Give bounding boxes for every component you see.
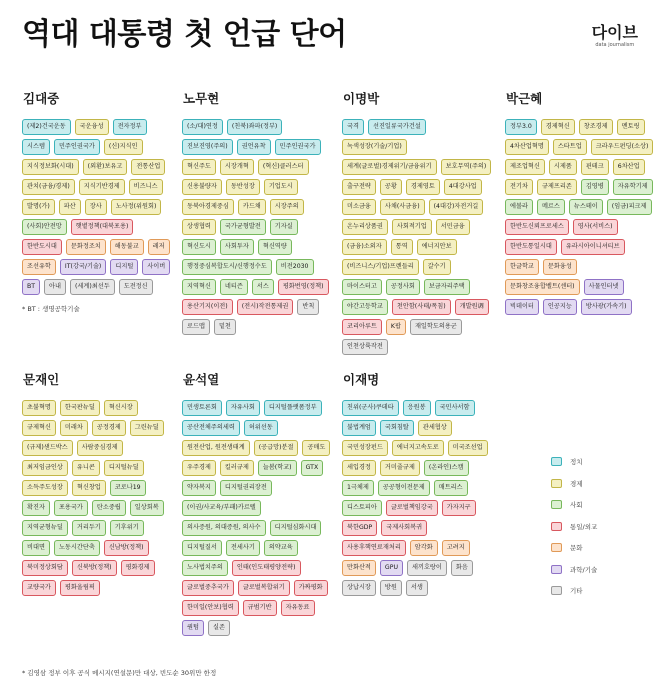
legend-label: 통일/외교 bbox=[570, 522, 598, 531]
word-chip: 출구전략 bbox=[342, 179, 376, 195]
word-chip: 비전2030 bbox=[276, 259, 314, 275]
word-chip: 민주인권국가 bbox=[275, 139, 321, 155]
word-chip: 화음 bbox=[451, 560, 473, 576]
legend-label: 문화 bbox=[570, 544, 583, 552]
word-chip: 통역 bbox=[391, 239, 413, 255]
page-title: 역대 대통령 첫 언급 단어 bbox=[22, 17, 347, 52]
word-chip: 고려지 bbox=[442, 540, 470, 556]
word-chip: 미래차 bbox=[60, 420, 88, 436]
word-chip: 사물인터넷 bbox=[584, 279, 624, 295]
word-chip: 지역균형뉴딜 bbox=[22, 520, 68, 536]
word-chip: 6차산업 bbox=[613, 159, 645, 175]
word-chip: 보호무역(주의) bbox=[441, 159, 492, 175]
word-chip: 평화번영(정책) bbox=[278, 279, 329, 295]
word-chip: 에너지고속도로 bbox=[392, 440, 444, 456]
word-chip: (신)지식인 bbox=[104, 139, 143, 155]
word-chip: 마이스터고 bbox=[342, 279, 382, 295]
word-chip: 우주경제 bbox=[182, 460, 216, 476]
word-chip: 영사(서비스) bbox=[573, 219, 618, 235]
word-chip: 방사광(가속기) bbox=[581, 299, 632, 315]
word-chip: 한국판뉴딜 bbox=[60, 400, 100, 416]
word-chip: 핀테크 bbox=[581, 159, 609, 175]
word-chip: 동반성장 bbox=[226, 179, 260, 195]
word-chip: 디지털 bbox=[110, 259, 138, 275]
president-name: 이명박 bbox=[343, 91, 380, 106]
president-name: 문재인 bbox=[23, 372, 60, 387]
word-chip: 한반도시대 bbox=[22, 239, 62, 255]
word-chip: 포용국가 bbox=[54, 500, 88, 516]
word-chip: 야간고등학교 bbox=[342, 299, 388, 315]
word-chip: 로드맵 bbox=[182, 319, 210, 335]
logo-text: 다이브 bbox=[591, 23, 638, 42]
word-chip: (온라인)스캠 bbox=[424, 460, 469, 476]
word-chips bbox=[182, 119, 332, 335]
word-chip: 국제사회복귀 bbox=[381, 520, 427, 536]
word-chip: 시장주의 bbox=[270, 199, 304, 215]
word-chip: 지식기반경제 bbox=[79, 179, 125, 195]
word-chip: 가짜평화 bbox=[294, 580, 328, 596]
word-chip: 인태(인도태평양전략) bbox=[232, 560, 301, 576]
word-chip: (소/대)연정 bbox=[182, 119, 223, 135]
word-chip: 인천상륙작전 bbox=[342, 339, 388, 355]
word-chip: 공정사회 bbox=[386, 279, 420, 295]
word-chip: 전통산업 bbox=[131, 159, 165, 175]
word-chip: 전자정부 bbox=[113, 119, 147, 135]
legend-item bbox=[551, 565, 597, 574]
word-chip: 선진일류국가건설 bbox=[368, 119, 426, 135]
word-chip: 코리아루트 bbox=[342, 319, 382, 335]
word-chip: 한반도신뢰프로세스 bbox=[505, 219, 569, 235]
word-chip: 원전산업, 원전생태계 bbox=[182, 440, 250, 456]
word-chip: 일상회복 bbox=[130, 500, 164, 516]
word-chip: 거미줄규제 bbox=[380, 460, 420, 476]
word-chip: 인공지능 bbox=[543, 299, 577, 315]
word-chip: 아내 bbox=[44, 279, 66, 295]
word-chip: 규범기반 bbox=[243, 600, 277, 616]
word-chip: (친북)좌파(정부) bbox=[227, 119, 283, 135]
word-chip: 노동시간단축 bbox=[54, 540, 100, 556]
word-chip: 평화올림픽 bbox=[60, 580, 100, 596]
legend-swatch bbox=[551, 500, 562, 509]
word-chip: 해동불교 bbox=[110, 239, 144, 255]
word-chip: 늘봄(학교) bbox=[258, 460, 297, 476]
word-chip: 국격 bbox=[342, 119, 364, 135]
word-chip: 초불혁명 bbox=[22, 400, 56, 416]
legend-item bbox=[551, 457, 597, 466]
word-chip: (4대강)자전거길 bbox=[429, 199, 484, 215]
word-chip: (비즈니스/기업)프렌들리 bbox=[342, 259, 419, 275]
word-chip: 미국조선업 bbox=[448, 440, 488, 456]
word-chip: 디지털뉴딜 bbox=[104, 460, 144, 476]
legend-item bbox=[551, 543, 597, 552]
word-chip: 가자지구 bbox=[442, 500, 476, 516]
word-chip: 기자실 bbox=[270, 219, 298, 235]
word-chip: 허위선동 bbox=[244, 420, 278, 436]
word-chip: 온누리상품권 bbox=[342, 219, 388, 235]
legend-swatch bbox=[551, 457, 562, 466]
word-chip: 한미일(안보)협력 bbox=[182, 600, 239, 616]
legend-item bbox=[551, 479, 597, 488]
legend-swatch bbox=[551, 543, 562, 552]
word-chip: 거리두기 bbox=[72, 520, 106, 536]
word-chip: 사채(사금융) bbox=[380, 199, 425, 215]
word-chip: 문화창조융합벨트(센터) bbox=[505, 279, 580, 295]
word-chip: 사용후핵연료재처리 bbox=[342, 540, 406, 556]
president-column-3 bbox=[505, 92, 655, 315]
word-chip: 국회침탈 bbox=[380, 420, 414, 436]
word-chip: 재일학도의용군 bbox=[410, 319, 462, 335]
word-chip: 실존 bbox=[208, 620, 230, 636]
word-chip: 멘토링 bbox=[617, 119, 645, 135]
president-column-5 bbox=[182, 373, 332, 636]
word-chip: 신북방(정책) bbox=[72, 560, 117, 576]
word-chip: 조선유학 bbox=[22, 259, 56, 275]
word-chip: 글로벌책임강국 bbox=[386, 500, 438, 516]
word-chip: BT bbox=[22, 279, 40, 295]
word-chip: 개발원调 bbox=[455, 299, 489, 315]
president-column-4 bbox=[22, 373, 172, 596]
word-chip: 세입경정 bbox=[342, 460, 376, 476]
word-chip: 권언유착 bbox=[237, 139, 271, 155]
word-chip: 세계(글로벌)경제위기/금융위기 bbox=[342, 159, 437, 175]
word-chip: 국운융성 bbox=[75, 119, 109, 135]
word-chip: (금융)소외자 bbox=[342, 239, 387, 255]
word-chip: 디지털권리장전 bbox=[220, 480, 272, 496]
word-chip: 자유학기제 bbox=[613, 179, 653, 195]
word-chip: 카드채 bbox=[238, 199, 266, 215]
word-chip: 문화융성 bbox=[543, 259, 577, 275]
word-chip: 소득주도성장 bbox=[22, 480, 68, 496]
word-chip: 응원봉 bbox=[403, 400, 431, 416]
word-chip: 밑천 bbox=[214, 319, 236, 335]
word-chip: 혁신시장 bbox=[104, 400, 138, 416]
president-name: 김대중 bbox=[23, 91, 60, 106]
word-chip: 서민금융 bbox=[436, 219, 470, 235]
word-chip: GPU bbox=[380, 560, 403, 576]
legend-label: 과학/기술 bbox=[570, 565, 598, 574]
logo-subtitle: data journalism bbox=[595, 42, 635, 48]
word-chip: 미소금융 bbox=[342, 199, 376, 215]
word-chip: 4대강사업 bbox=[444, 179, 482, 195]
word-chip: 빅데이터 bbox=[505, 299, 539, 315]
president-column-0 bbox=[22, 92, 172, 314]
word-chip: 경제혁신 bbox=[541, 119, 575, 135]
word-chip: 상납시장 bbox=[342, 580, 376, 596]
word-chip: 사이버 bbox=[142, 259, 170, 275]
word-chip: 에너지안보 bbox=[417, 239, 457, 255]
word-chip: 민생토론회 bbox=[182, 400, 222, 416]
legend-swatch bbox=[551, 522, 562, 531]
word-chip: (규제)샌드박스 bbox=[22, 440, 73, 456]
president-name: 윤석열 bbox=[183, 372, 220, 387]
word-chip: (외환)보유고 bbox=[83, 159, 128, 175]
word-chip: 반칙 bbox=[297, 299, 319, 315]
word-chip: (세계)최선두 bbox=[70, 279, 115, 295]
word-chip: 관치(금융/경제) bbox=[22, 179, 75, 195]
legend-item bbox=[551, 522, 597, 531]
word-chip: 보금자리주택 bbox=[424, 279, 470, 295]
word-chips bbox=[342, 119, 492, 355]
word-chip: (사회)안전망 bbox=[22, 219, 67, 235]
legend bbox=[551, 457, 597, 608]
word-chip: 천안함(사태/폭침) bbox=[392, 299, 451, 315]
word-chip: 국민성장펀드 bbox=[342, 440, 388, 456]
word-chip: 관세협상 bbox=[418, 420, 452, 436]
word-chip: 북미정상회담 bbox=[22, 560, 68, 576]
word-chip: 녹색성장(기술/기업) bbox=[342, 139, 407, 155]
word-chip: 1극체제 bbox=[342, 480, 374, 496]
president-column-1 bbox=[182, 92, 332, 335]
word-chip: 진보진영(주의) bbox=[182, 139, 233, 155]
word-chip: 방원 bbox=[380, 580, 402, 596]
word-chip: 시제품 bbox=[549, 159, 577, 175]
word-chips bbox=[182, 400, 332, 636]
word-chip: 최저임금인상 bbox=[22, 460, 68, 476]
word-chip: 발명(가) bbox=[22, 199, 55, 215]
word-chip: 기업도시 bbox=[264, 179, 298, 195]
word-chip: 시장개혁 bbox=[220, 159, 254, 175]
word-chip: 혁신도시 bbox=[182, 239, 216, 255]
word-chip: 노사정(위원회) bbox=[111, 199, 162, 215]
word-chip: 킬러규제 bbox=[220, 460, 254, 476]
word-chip: 의약교육 bbox=[264, 540, 298, 556]
word-chip: 한글학교 bbox=[505, 259, 539, 275]
word-chip: 파산 bbox=[59, 199, 81, 215]
word-chip: 혁신역량 bbox=[258, 239, 292, 255]
word-chip: 코로나19 bbox=[110, 480, 146, 496]
word-chip: 뉴스테이 bbox=[569, 199, 603, 215]
word-chip: 신용불량자 bbox=[182, 179, 222, 195]
word-chip: 규제프리존 bbox=[537, 179, 577, 195]
president-name: 박근혜 bbox=[506, 91, 543, 106]
word-chip: 국민사서함 bbox=[435, 400, 475, 416]
legend-label: 경제 bbox=[570, 479, 583, 488]
word-chip: 에볼라 bbox=[505, 199, 533, 215]
word-chip: 네티즌 bbox=[220, 279, 248, 295]
word-chip: 용산기지(이전) bbox=[182, 299, 233, 315]
word-chip: GTX bbox=[301, 460, 324, 476]
president-column-2 bbox=[342, 92, 492, 355]
word-chip: 평화경제 bbox=[121, 560, 155, 576]
legend-label: 사회 bbox=[570, 501, 583, 509]
word-chip: (공급망)분절 bbox=[254, 440, 299, 456]
president-column-6 bbox=[342, 373, 492, 596]
word-chip: 불법계엄 bbox=[342, 420, 376, 436]
word-chip: 행정중심복합도시/신행정수도 bbox=[182, 259, 272, 275]
word-chip: 문화정조치 bbox=[66, 239, 106, 255]
word-chips bbox=[22, 119, 172, 295]
legend-item bbox=[551, 586, 597, 595]
word-chip: 김영병 bbox=[581, 179, 609, 195]
president-name: 이재명 bbox=[343, 372, 380, 387]
word-chip: 자유사회 bbox=[226, 400, 260, 416]
word-chip: 글로벌복합위기 bbox=[238, 580, 290, 596]
word-chip: 유니콘 bbox=[72, 460, 100, 476]
word-chip: 지식정보화(시대) bbox=[22, 159, 79, 175]
footnote: * 김영삼 정부 이후 공식 메시지(연설문)만 대상, 빈도순 30위만 한정 bbox=[22, 669, 217, 677]
word-chip: (전시)작전통제권 bbox=[237, 299, 294, 315]
word-chip: IT(강국/기술) bbox=[60, 259, 106, 275]
word-chip: 4차산업혁명 bbox=[505, 139, 549, 155]
word-chip: 글로벌중추국가 bbox=[182, 580, 234, 596]
word-chip: 창조경제 bbox=[579, 119, 613, 135]
word-chips bbox=[342, 400, 492, 596]
word-chip: (혁신)클러스터 bbox=[258, 159, 309, 175]
word-chip: 약자복지 bbox=[182, 480, 216, 496]
word-chip: 사회적기업 bbox=[392, 219, 432, 235]
word-chip: 의사증원, 의대증원, 의사수 bbox=[182, 520, 266, 536]
word-chip: (제2)건국운동 bbox=[22, 119, 71, 135]
word-chip: 국가균형발전 bbox=[220, 219, 266, 235]
word-chip: 공산전체주의세력 bbox=[182, 420, 240, 436]
word-chip: 스타트업 bbox=[553, 139, 587, 155]
word-chip: (임금)피크제 bbox=[607, 199, 652, 215]
word-chip: 혁신주도 bbox=[182, 159, 216, 175]
legend-swatch bbox=[551, 586, 562, 595]
word-chip: 디지털심화시대 bbox=[270, 520, 322, 536]
word-chip: 디지털질서 bbox=[182, 540, 222, 556]
word-chip: 사회투자 bbox=[220, 239, 254, 255]
word-chip: 공황 bbox=[380, 179, 402, 195]
word-chip: 북한GDP bbox=[342, 520, 377, 536]
word-chip: 공매도 bbox=[302, 440, 330, 456]
word-chip: 암각화 bbox=[410, 540, 438, 556]
word-chip: 매트리스 bbox=[434, 480, 468, 496]
word-chip: 퀀텀 bbox=[182, 620, 204, 636]
logo bbox=[592, 24, 638, 49]
word-chip: 확진자 bbox=[22, 500, 50, 516]
word-chip: 서생 bbox=[406, 580, 428, 596]
word-chip: 자유동료 bbox=[281, 600, 315, 616]
word-chip: 메르스 bbox=[537, 199, 565, 215]
abbreviation-note: * BT : 생명공학기술 bbox=[22, 305, 80, 313]
word-chip: 공정경제 bbox=[92, 420, 126, 436]
word-chip: 탄소중립 bbox=[92, 500, 126, 516]
legend-item bbox=[551, 500, 597, 509]
word-chip: 노사법치주의 bbox=[182, 560, 228, 576]
word-chip: 교량국가 bbox=[22, 580, 56, 596]
word-chip: 사람중심경제 bbox=[77, 440, 123, 456]
word-chips bbox=[505, 119, 655, 315]
word-chip: 정부3.0 bbox=[505, 119, 537, 135]
word-chip: 장사 bbox=[85, 199, 107, 215]
word-chip: 비대면 bbox=[22, 540, 50, 556]
word-chip: 공공형이전문제 bbox=[378, 480, 430, 496]
word-chip: 만화산적 bbox=[342, 560, 376, 576]
word-chip: (이권/사교육/부패)카르텔 bbox=[182, 500, 261, 516]
word-chip: 서스 bbox=[252, 279, 274, 295]
word-chip: 전기차 bbox=[505, 179, 533, 195]
word-chip: 디지털플랫폼정부 bbox=[264, 400, 322, 416]
word-chip: 제조업혁신 bbox=[505, 159, 545, 175]
word-chip: 민주인권국가 bbox=[54, 139, 100, 155]
word-chip: 신남방(정책) bbox=[104, 540, 149, 556]
legend-swatch bbox=[551, 479, 562, 488]
legend-label: 기타 bbox=[570, 587, 583, 595]
word-chip: 상생협력 bbox=[182, 219, 216, 235]
president-name: 노무현 bbox=[183, 91, 220, 106]
word-chip: 전세사기 bbox=[226, 540, 260, 556]
word-chip: 새끼호랑이 bbox=[407, 560, 447, 576]
word-chip: 기후위기 bbox=[110, 520, 144, 536]
word-chip: 디스토피아 bbox=[342, 500, 382, 516]
legend-label: 정치 bbox=[570, 458, 583, 466]
word-chip: 한반도통일시대 bbox=[505, 239, 557, 255]
word-chip: 그린뉴딜 bbox=[130, 420, 164, 436]
word-chip: 비즈니스 bbox=[129, 179, 163, 195]
word-chip: 유라시아이니셔티브 bbox=[561, 239, 625, 255]
word-chip: 햇볕정책(대북포용) bbox=[71, 219, 134, 235]
word-chip: 갈수기 bbox=[423, 259, 451, 275]
word-chip: 혁신창업 bbox=[72, 480, 106, 496]
word-chip: 레저 bbox=[148, 239, 170, 255]
word-chip: 도전정신 bbox=[119, 279, 153, 295]
word-chip: 지역혁신 bbox=[182, 279, 216, 295]
word-chip: 경제영토 bbox=[406, 179, 440, 195]
word-chip: 동북아경제중심 bbox=[182, 199, 234, 215]
word-chip: 친위(군사)쿠데타 bbox=[342, 400, 399, 416]
word-chip: K팝 bbox=[386, 319, 406, 335]
word-chips bbox=[22, 400, 172, 596]
legend-swatch bbox=[551, 565, 562, 574]
word-chip: 시스템 bbox=[22, 139, 50, 155]
word-chip: 크라우드펀딩(소상) bbox=[591, 139, 654, 155]
word-chip: 규제혁신 bbox=[22, 420, 56, 436]
